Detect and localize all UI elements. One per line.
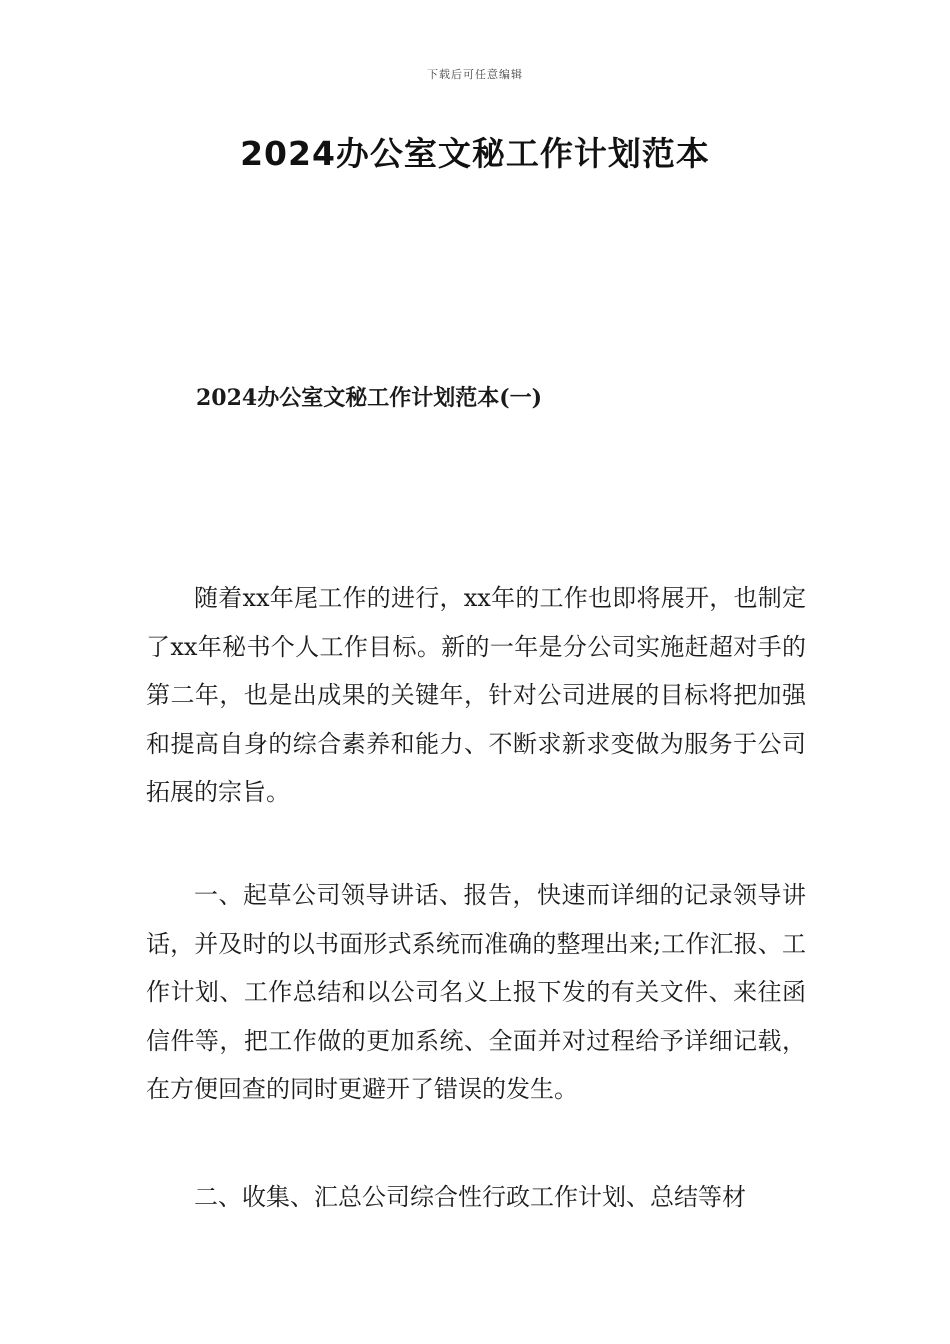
paragraph-item-2: 二、收集、汇总公司综合性行政工作计划、总结等材 xyxy=(194,1183,746,1211)
paragraph-item-1: 一、起草公司领导讲话、报告，快速而详细的记录领导讲话，并及时的以书面形式系统而准确的整理出来;工作汇报、工作计划、工作总结和以公司名义上报下发的有关文件、来往函信件等，把工作做的更加系统、全面并对过程给予详细记载，在方便回查的同时更避开了错误的发生。 xyxy=(146,881,806,1103)
section-title: 2024办公室文秘工作计划范本(一) xyxy=(196,385,543,411)
paragraph-intro: 随着xx年尾工作的进行，xx年的工作也即将展开，也制定了xx年秘书个人工作目标。新的一年是分公司实施赶超对手的第二年，也是出成果的关键年，针对公司进展的目标将把加强和提高自身的综合素养和能力、不断求新求变做为服务于公司拓展的宗旨。 xyxy=(146,584,806,806)
document-title: 2024办公室文秘工作计划范本 xyxy=(240,134,710,173)
header-note: 下载后可任意编辑 xyxy=(427,68,523,81)
